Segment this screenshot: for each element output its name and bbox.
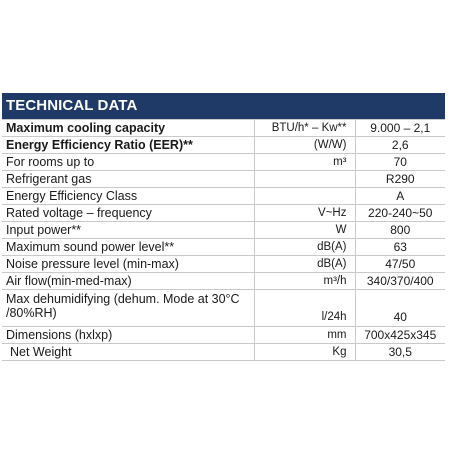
row-label: Max dehumidifying (dehum. Mode at 30°C /80%RH) (2, 290, 254, 327)
row-unit: W (254, 222, 355, 239)
table-row (2, 239, 445, 256)
row-value: R290 (355, 171, 445, 188)
row-label: Rated voltage – frequency (2, 205, 254, 222)
row-value: 40 (355, 290, 445, 327)
row-unit: dB(A) (254, 256, 355, 273)
row-unit: dB(A) (254, 239, 355, 256)
row-unit: m³ (254, 154, 355, 171)
row-unit: (W/W) (254, 137, 355, 154)
row-label: Maximum cooling capacity (2, 120, 254, 137)
row-value: 9.000 – 2,1 (355, 120, 445, 137)
row-value: 220-240~50 (355, 205, 445, 222)
row-value: 700x425x345 (355, 327, 445, 344)
row-unit: l/24h (254, 290, 355, 327)
row-unit (254, 171, 355, 188)
row-value: 63 (355, 239, 445, 256)
row-label: Energy Efficiency Class (2, 188, 254, 205)
row-label: Noise pressure level (min-max) (2, 256, 254, 273)
row-value: 2,6 (355, 137, 445, 154)
row-label: Energy Efficiency Ratio (EER)** (2, 137, 254, 154)
section-header: TECHNICAL DATA (2, 93, 445, 119)
technical-data-table (2, 119, 445, 361)
table-row (2, 171, 445, 188)
table-row (2, 327, 445, 344)
row-value: 340/370/400 (355, 273, 445, 290)
row-value: 70 (355, 154, 445, 171)
row-label: Input power** (2, 222, 254, 239)
row-unit: V~Hz (254, 205, 355, 222)
row-unit: BTU/h* – Kw** (254, 120, 355, 137)
table-row (2, 137, 445, 154)
table-row (2, 154, 445, 171)
row-unit: mm (254, 327, 355, 344)
row-value: A (355, 188, 445, 205)
row-value: 47/50 (355, 256, 445, 273)
row-value: 30,5 (355, 344, 445, 361)
table-row (2, 205, 445, 222)
row-label: Maximum sound power level** (2, 239, 254, 256)
table-row (2, 290, 445, 327)
table-row (2, 120, 445, 137)
row-unit: m³/h (254, 273, 355, 290)
table-row (2, 188, 445, 205)
row-unit: Kg (254, 344, 355, 361)
table-row (2, 222, 445, 239)
row-label: Air flow(min-med-max) (2, 273, 254, 290)
row-unit (254, 188, 355, 205)
row-label: Refrigerant gas (2, 171, 254, 188)
row-label: Dimensions (hxlxp) (2, 327, 254, 344)
row-label: For rooms up to (2, 154, 254, 171)
row-value: 800 (355, 222, 445, 239)
table-row (2, 273, 445, 290)
table-row (2, 256, 445, 273)
row-label: Net Weight (2, 344, 254, 361)
table-row (2, 344, 445, 361)
